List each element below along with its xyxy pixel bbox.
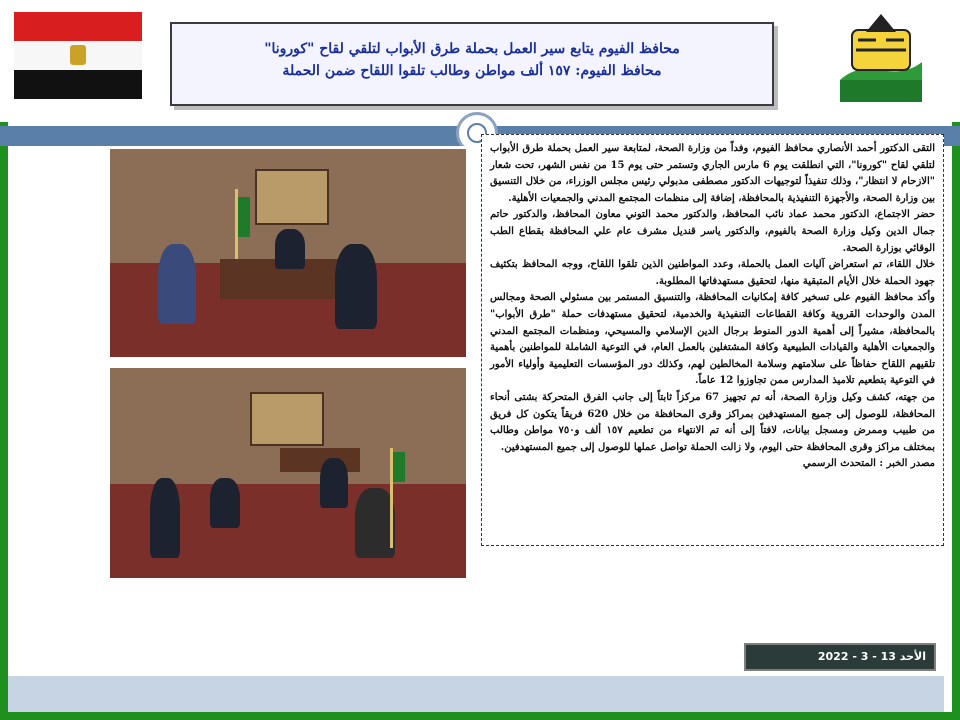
page-title: محافظ الفيوم يتابع سير العمل بحملة طرق الأبواب لتلقي لقاح "كورونا"	[264, 41, 680, 57]
page-subtitle: محافظ الفيوم: ١٥٧ ألف مواطن وطالب تلقوا اللقاح ضمن الحملة	[282, 63, 662, 79]
article-source: مصدر الخبر : المتحدث الرسمي	[802, 458, 935, 470]
bottom-band	[8, 676, 944, 712]
article-paragraph: من جهته، كشف وكيل وزارة الصحة، أنه تم تجهيز 67 مركزاً ثابتاً إلى جانب الفرق المتحركة بشتى أنحاء المحافظة، للوصول إلى جميع المستهدفين بمراكز وقرى المحافظة من خلال 620 فريقاً يتكون كل فريق من طبيب وممرض ومسجل بيانات، لافتاً إلى أنه تم الانتهاء من تطعيم ١٥٧ ألف و٧٥٠ مواطن وطالب بمختلف مراكز وقرى المحافظة حتى اليوم، ولا زالت الحملة تواصل عملها للوصول إلى جميع المستهدفين.	[490, 391, 936, 453]
article-text-panel	[481, 134, 944, 546]
article-paragraph: وأكد محافظ الفيوم على تسخير كافة إمكانيات المحافظة، والتنسيق المستمر بين مسئولي الصحة ومجالس المدن والوحدات القروية وكافة القطاعات التنفيذية والخدمية، لتحقيق مستهدفات حملة "طرق الأبواب" بالمحافظة، مشيراً إلى أهمية الدور المنوط برجال الدين الإسلامي والمسيحي، ومنظمات المجتمع المدني والجمعيات الأهلية والقيادات الطبيعية وكافة المشتغلين بالعمل العام، في التوعية الشاملة للمواطنين بأهمية تلقيهم اللقاح حفاظاً على سلامتهم وسلامة المخالطين لهم، وكذلك دور المؤسسات التعليمية وأولياء الأمور في التوعية بتطعيم تلاميذ المدارس ممن تجاوزوا 12 عاماً.	[490, 292, 935, 387]
meeting-photo-2-icon	[110, 368, 466, 578]
date-text: الأحد 13 - 3 - 2022	[817, 650, 926, 663]
article-paragraph: حضر الاجتماع، الدكتور محمد عماد نائب المحافظ، والدكتور محمد التوني معاون المحافظ، والدكتور حاتم جمال الدين وكيل وزارة الصحة بالفيوم، والدكتور ياسر قنديل مشرف عام علي المحافظة بقطاع الطب الوقائي بوزارة الصحة.	[490, 209, 935, 254]
date-bar	[744, 643, 936, 671]
article-paragraph: التقى الدكتور أحمد الأنصاري محافظ الفيوم، وفداً من وزارة الصحة، لمتابعة سير العمل بحملة طرق الأبواب لتلقي لقاح "كورونا"، التي انطلقت يوم 6 مارس الجاري وتستمر حتى يوم 15 من نفس الشهر، تحت شعار "الازحام لا انتظار"، وذلك تنفيذاً لتوجيهات الدكتور مصطفى مدبولي رئيس مجلس الوزراء، من خلال التنسيق بين وزارة الصحة، والأجهزة التنفيذية بالمحافظة، إضافة إلى منظمات المجتمع المدني والجمعيات الأهلية.	[490, 143, 935, 204]
egypt-flag-icon	[14, 12, 142, 100]
title-box	[170, 22, 774, 106]
article-paragraph: خلال اللقاء، تم استعراض آليات العمل بالحملة، وعدد المواطنين الذين تلقوا اللقاح، ووجه المحافظ بتكثيف جهود الحملة خلال الأيام المتبقية منها، لتحقيق مستهدفاتها المطلوبة.	[490, 259, 936, 287]
fayoum-governorate-logo-icon	[836, 10, 926, 106]
meeting-photo-1-icon	[110, 149, 466, 357]
header	[0, 0, 960, 122]
